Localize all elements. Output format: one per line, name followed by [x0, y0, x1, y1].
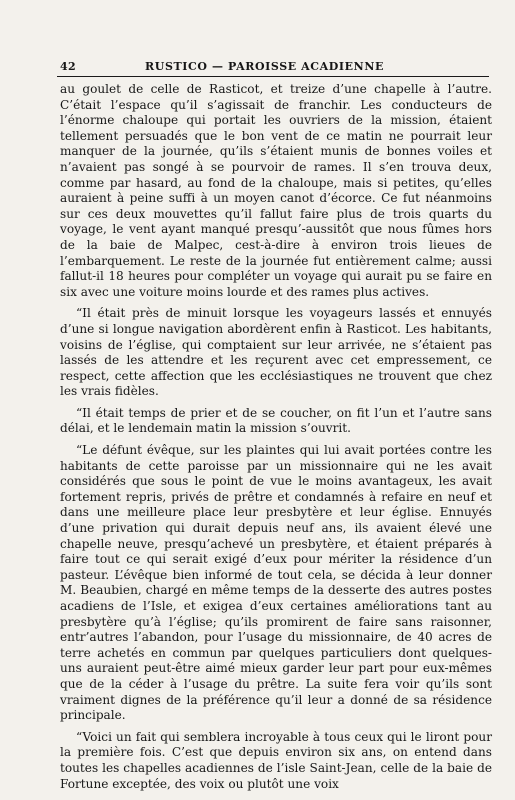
header-rule: [57, 76, 489, 77]
body-text: [60, 82, 492, 798]
paragraph-2: “Il était près de minuit lorsque les voyageurs lassés et ennuyés d’une si longue navigation abordèrent enfin à Rasticot. Les habitants, voisins de l’église, qui comptaient sur leur arrivée, ne s’étaient pas lassés de les attendre et les reçurent avec cet empressement, ce respect, cette affection que les ecclésiastiques ne trouvent que chez les vrais fidèles.: [60, 306, 492, 399]
paragraph-1: au goulet de celle de Rasticot, et treize d’une chapelle à l’autre. C’était l’espace qu’il s’agissait de franchir. Les conducteurs de l’énorme chaloupe qui portait les ouvriers de la mission, étaient tellement persuadés que le bon vent de ce matin ne pourrait leur manquer de la journée, qu’ils s’étaient munis de bonnes voiles et n’avaient pas songé à se pourvoir de rames. Il s’en trouva deux, comme par hasard, au fond de la chaloupe, mais si petites, qu’elles auraient à peine suffi à un moyen canot d’écorce. Ce fut néanmoins sur ces deux mouvettes qu’il fallut faire plus de trois quarts du voyage, le vent ayant manqué presqu’-aussitôt que nous fûmes hors de la baie de Malpec, cest-à-dire à environ trois lieues de l’embarquement. Le reste de la journée fut entièrement calme; aussi fallut-il 18 heures pour compléter un voyage qui aurait pu se faire en six avec une voiture moins lourde et des rames plus actives.: [60, 82, 492, 299]
running-title: RUSTICO — PAROISSE ACADIENNE: [145, 60, 384, 73]
paragraph-5: “Voici un fait qui semblera incroyable à tous ceux qui le liront pour la première fois. C’est que depuis environ six ans, on entend dans toutes les chapelles acadiennes de l’isle Saint-Jean, celle de la baie de Fortune exceptée, des voix ou plutôt une voix: [60, 729, 492, 791]
paragraph-3: “Il était temps de prier et de se coucher, on fit l’un et l’autre sans délai, et le lendemain matin la mission s’ouvrit.: [60, 405, 492, 436]
paragraph-4: “Le défunt évêque, sur les plaintes qui lui avait portées contre les habitants de cette paroisse par un missionnaire qui ne les avait considérés que sous le point de vue le moins avantageux, les avait fortement repris, privés de prêtre et condamnés à refaire en neuf et dans une meilleure place leur presbytère et leur église. Ennuyés d’une privation qui durait depuis neuf ans, ils avaient élevé une chapelle neuve, presqu’achevé un presbytère, et étaient préparés à faire tout ce qui serait exigé d’eux pour mériter la résidence d’un pasteur. L’évêque bien informé de tout cela, se décida à leur donner M. Beaubien, chargé en même temps de la desserte des autres postes acadiens de l’Isle, et exigea d’eux certaines améliorations tant au presbytère qu’à l’église; qu’ils promirent de faire sans raisonner, entr’autres l’abandon, pour l’usage du missionnaire, de 40 acres de terre achetés en commun par quelques particuliers dont quelques-uns auraient peut-être aimé mieux garder leur part pour eux-mêmes que de la céder à l’usage du prêtre. La suite fera voir qu’ils sont vraiment dignes de la préférence qu’il leur a donné de sa résidence principale.: [60, 443, 492, 723]
page-number: 42: [60, 60, 76, 73]
